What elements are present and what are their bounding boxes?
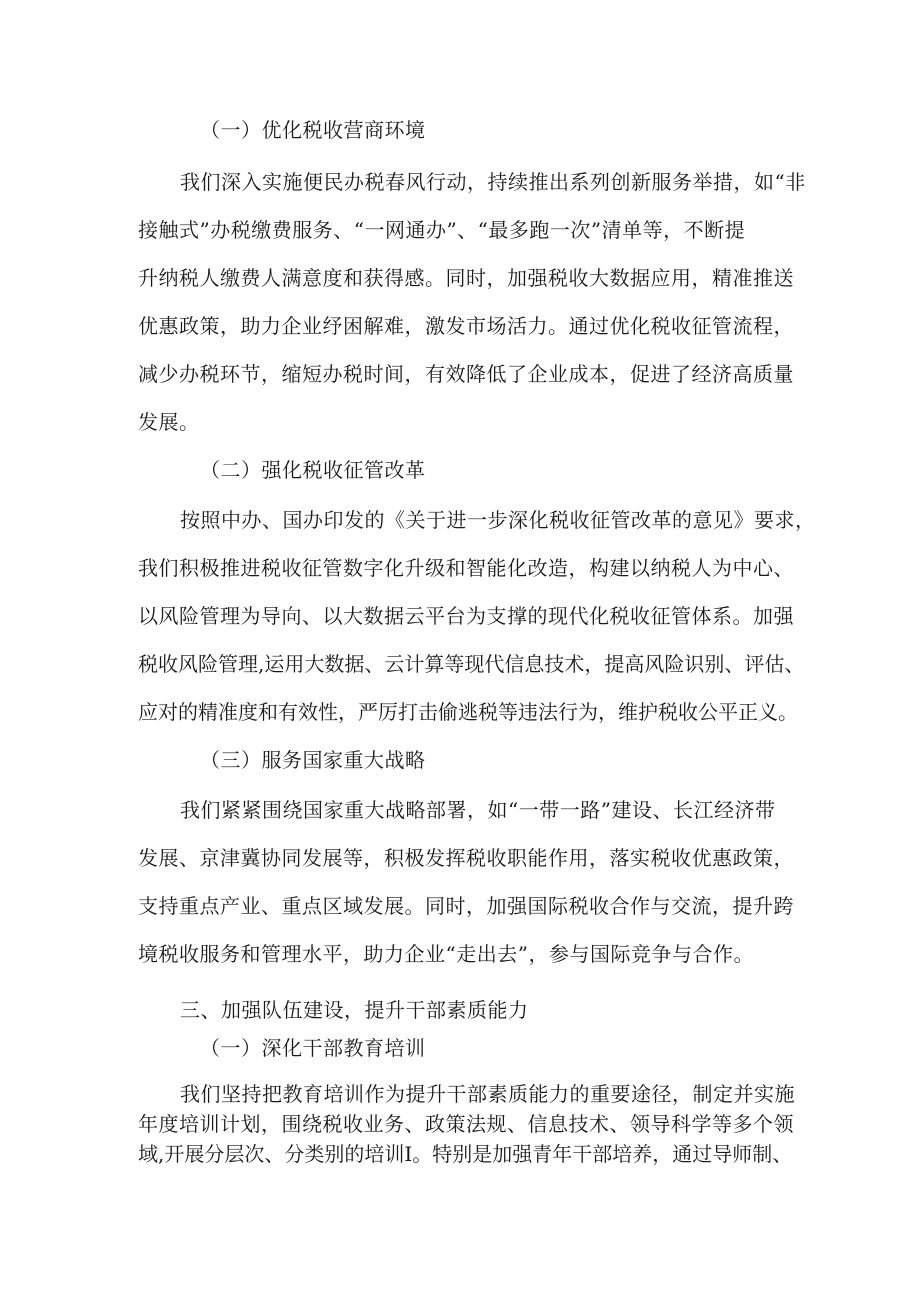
paragraph-line: 应对的精准度和有效性，严厉打击偷逃税等违法行为，维护税收公平正义。 — [138, 700, 798, 724]
paragraph-line: 我们坚持把教育培训作为提升干部素质能力的重要途径，制定并实施 — [180, 1082, 795, 1106]
paragraph-line: 发展、京津冀协同发展等，积极发挥税收职能作用，落实税收优惠政策， — [138, 846, 794, 870]
section-heading-tax-reform: （二）强化税收征管改革 — [200, 458, 426, 482]
paragraph-line: 境税收服务和管理水平，助力企业“走出去”，参与国际竞争与合作。 — [138, 942, 754, 966]
paragraph-line: 我们深入实施便民办税春风行动，持续推出系列创新服务举措，如“非 — [180, 170, 806, 194]
section-heading-national-strategy: （三）服务国家重大战略 — [200, 748, 426, 772]
paragraph-line: 减少办税环节，缩短办税时间，有效降低了企业成本，促进了经济高质量 — [138, 362, 794, 386]
paragraph-line: 年度培训计划，围绕税收业务、政策法规、信息技术、领导科学等多个领 — [138, 1112, 794, 1136]
paragraph-line: 按照中办、国办印发的《关于进一步深化税收征管改革的意见》要求， — [180, 508, 816, 532]
paragraph-line: 我们积极推进税收征管数字化升级和智能化改造，构建以纳税人为中心、 — [138, 556, 794, 580]
section-heading-cadre-training: （一）深化干部教育培训 — [200, 1036, 426, 1060]
paragraph-line: 税收风险管理,运用大数据、云计算等现代信息技术，提高风险识别、评估、 — [138, 652, 805, 676]
paragraph-line: 我们紧紧围绕国家重大战略部署，如“一带一路”建设、长江经济带 — [180, 798, 776, 822]
paragraph-line: 支持重点产业、重点区域发展。同时，加强国际税收合作与交流，提升跨 — [138, 894, 794, 918]
part-heading-team-building: 三、加强队伍建设，提升干部素质能力 — [180, 998, 529, 1022]
paragraph-line: 优惠政策，助力企业纾困解难，激发市场活力。通过优化税收征管流程， — [138, 314, 794, 338]
paragraph-line: 域,开展分层次、分类别的培训I。特别是加强青年干部培养，通过导师制、 — [138, 1142, 793, 1166]
paragraph-line: 以风险管理为导向、以大数据云平台为支撑的现代化税收征管体系。加强 — [138, 604, 794, 628]
paragraph-line: 升纳税人缴费人满意度和获得感。同时，加强税收大数据应用，精准推送 — [138, 266, 794, 290]
section-heading-optimize-tax-environment: （一）优化税收营商环境 — [200, 118, 426, 142]
paragraph-line: 接触式”办税缴费服务、“一网通办”、“最多跑一次”清单等，不断提 — [138, 218, 746, 242]
paragraph-line: 发展。 — [138, 410, 200, 434]
